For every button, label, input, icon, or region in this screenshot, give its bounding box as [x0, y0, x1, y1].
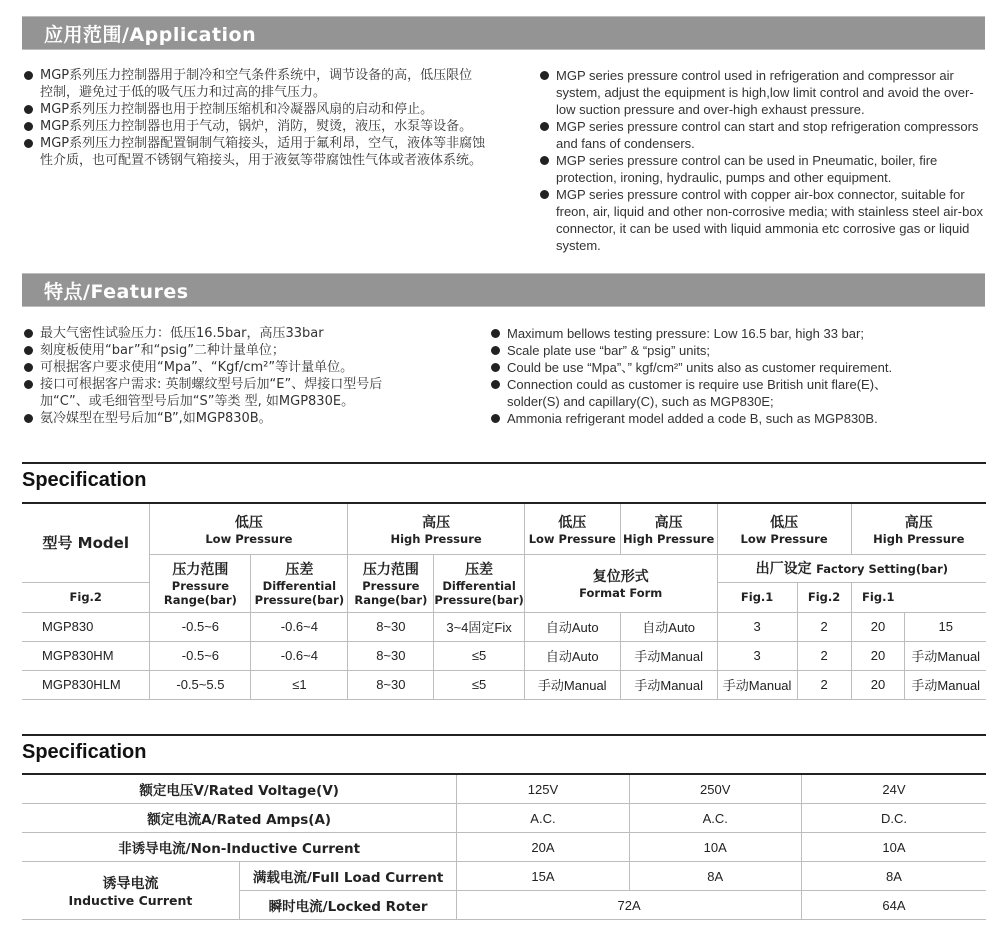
cell: 10A [629, 833, 801, 862]
factory-high-header: 高压 High Pressure [851, 504, 986, 554]
cell: 3 [717, 641, 797, 670]
cell: 15A [457, 862, 629, 891]
rated-voltage-label: 额定电压V/Rated Voltage(V) [22, 775, 457, 804]
list-item: 接口可根据客户需求: 英制螺纹型号后加“E”、焊接口型号后加“C”、或毛细管型号后加“S”等类 型, 如MGP830E。 [22, 376, 462, 410]
reset-form-header: 复位形式 Format Form [524, 554, 717, 612]
cell: -0.5~6 [150, 641, 251, 670]
high-diff-header: 压差 Differential Pressure(bar) [434, 554, 524, 612]
fig2-low-header: Fig.2 [22, 582, 150, 612]
list-item: MGP series pressure control can be used in Pneumatic, boiler, fire protection, ironing, hydraulic, pumps and other equipment. [538, 152, 986, 186]
low-diff-header: 压差 Differential Pressure(bar) [251, 554, 348, 612]
cell: 8~30 [348, 641, 434, 670]
list-item: 可根据客户要求使用“Mpa”、“Kgf/cm²”等计量单位。 [22, 359, 462, 376]
cell: MGP830HM [22, 641, 150, 670]
cell: ≤5 [434, 641, 524, 670]
cell: 手动Manual [905, 670, 986, 699]
list-item: MGP series pressure control used in refrigeration and compressor air system, adjust the equipment is high,low limit control and avoid the over-low suction pressure and over-high exhaust pressure. [538, 67, 986, 118]
cell: 3~4固定Fix [434, 612, 524, 641]
list-item: Ammonia refrigerant model added a code B, such as MGP830B. [489, 410, 969, 427]
cell: 2 [797, 670, 851, 699]
list-item: Connection could as customer is require use British unit flare(E)、solder(S) and capillary(C), such as MGP830E; [489, 376, 969, 410]
list-item: MGP series pressure control with copper air-box connector, suitable for freon, air, liquid and other non-corrosive media; with stainless steel air-box connector, it can be used with liquid ammonia etc corrosive gas or liquid system. [538, 186, 986, 254]
list-item: 氨冷媒型在型号后加“B”,如MGP830B。 [22, 410, 462, 427]
cell: 20 [851, 641, 905, 670]
full-load-label: 满载电流/Full Load Current [239, 862, 456, 891]
cell: ≤1 [251, 670, 348, 699]
features-en-list [489, 325, 969, 427]
locked-rotor-label: 瞬时电流/Locked Roter [239, 891, 456, 920]
table-row [22, 641, 986, 670]
rated-amps-label: 额定电流A/Rated Amps(A) [22, 804, 457, 833]
application-header [22, 16, 985, 50]
list-item: Scale plate use “bar” & “psig” units; [489, 342, 969, 359]
cell: -0.6~4 [251, 612, 348, 641]
application-zh-list [22, 67, 502, 169]
cell: 8~30 [348, 670, 434, 699]
cell: 15 [905, 612, 986, 641]
high-range-header: 压力范围 Pressure Range(bar) [348, 554, 434, 612]
list-item: Could be use “Mpa”、” kgf/cm²” units also as customer requirement. [489, 359, 969, 376]
cell: ≤5 [434, 670, 524, 699]
cell: 手动Manual [905, 641, 986, 670]
list-item: MGP系列压力控制器也用于控制压缩机和冷凝器风扇的启动和停止。 [22, 101, 502, 118]
table-row [22, 612, 986, 641]
cell: 2 [797, 641, 851, 670]
model-header: 型号 Model [22, 504, 150, 582]
cell: 8~30 [348, 612, 434, 641]
cell: A.C. [629, 804, 801, 833]
factory-low-header: 低压 Low Pressure [717, 504, 851, 554]
fig1-low-header: Fig.1 [717, 582, 797, 612]
spec2-top-rule [22, 734, 986, 736]
list-item: 刻度板使用“bar”和“psig”二种计量单位； [22, 342, 462, 359]
cell: 自动Auto [524, 641, 620, 670]
cell: 自动Auto [620, 612, 717, 641]
low-pressure-header: 低压 Low Pressure [150, 504, 348, 554]
cell: A.C. [457, 804, 629, 833]
features-header [22, 273, 985, 307]
list-item: MGP系列压力控制器也用于气动，锅炉，消防，熨烫，液压，水泵等设备。 [22, 118, 502, 135]
cell: 自动Auto [524, 612, 620, 641]
fig2-high-header: Fig.2 [797, 582, 851, 612]
cell: 250V [629, 775, 801, 804]
application-en-list [538, 67, 986, 254]
table-row [22, 670, 986, 699]
cell: 3 [717, 612, 797, 641]
cell: -0.5~5.5 [150, 670, 251, 699]
cell: 手动Manual [620, 670, 717, 699]
cell: 72A [457, 891, 802, 920]
spec2-title: Specification [22, 741, 147, 763]
cell: 125V [457, 775, 629, 804]
high-pressure-header: 高压 High Pressure [348, 504, 524, 554]
cell: 20 [851, 612, 905, 641]
features-zh-list [22, 325, 462, 427]
list-item: 最大气密性试验压力：低压16.5bar，高压33bar [22, 325, 462, 342]
non-inductive-label: 非诱导电流/Non-Inductive Current [22, 833, 457, 862]
factory-setting-header: 出厂设定 Factory Setting(bar) [717, 554, 986, 582]
list-item: MGP系列压力控制器配置铜制气箱接头，适用于氟利昂，空气，液体等非腐蚀性介质，也可配置不锈钢气箱接头，用于液氨等带腐蚀性气体或者液体系统。 [22, 135, 502, 169]
cell: 10A [801, 833, 986, 862]
cell: 20A [457, 833, 629, 862]
cell: D.C. [801, 804, 986, 833]
cell: -0.5~6 [150, 612, 251, 641]
cell: 24V [801, 775, 986, 804]
electrical-spec-table [22, 775, 986, 920]
cell: 2 [797, 612, 851, 641]
cell: 64A [801, 891, 986, 920]
cell: 8A [801, 862, 986, 891]
cell: 手动Manual [717, 670, 797, 699]
list-item: MGP series pressure control can start and stop refrigeration compressors and fans of condensers. [538, 118, 986, 152]
fig1-high-header: Fig.1 [851, 582, 905, 612]
cell: MGP830HLM [22, 670, 150, 699]
cell: -0.6~4 [251, 641, 348, 670]
cell: MGP830 [22, 612, 150, 641]
spec1-title: Specification [22, 469, 147, 491]
low-range-header: 压力范围 Pressure Range(bar) [150, 554, 251, 612]
list-item: MGP系列压力控制器用于制冷和空气条件系统中，调节设备的高，低压限位控制，避免过于低的吸气压力和过高的排气压力。 [22, 67, 502, 101]
application-title: 应用范围/Application [44, 24, 257, 46]
spec1-top-rule [22, 462, 986, 464]
cell: 8A [629, 862, 801, 891]
cell: 手动Manual [524, 670, 620, 699]
cell: 手动Manual [620, 641, 717, 670]
list-item: Maximum bellows testing pressure: Low 16.5 bar, high 33 bar; [489, 325, 969, 342]
features-title: 特点/Features [44, 281, 189, 303]
reset-high-header: 高压 High Pressure [620, 504, 717, 554]
reset-low-header: 低压 Low Pressure [524, 504, 620, 554]
cell: 20 [851, 670, 905, 699]
inductive-label: 诱导电流 Inductive Current [22, 862, 239, 920]
model-spec-table [22, 504, 986, 700]
